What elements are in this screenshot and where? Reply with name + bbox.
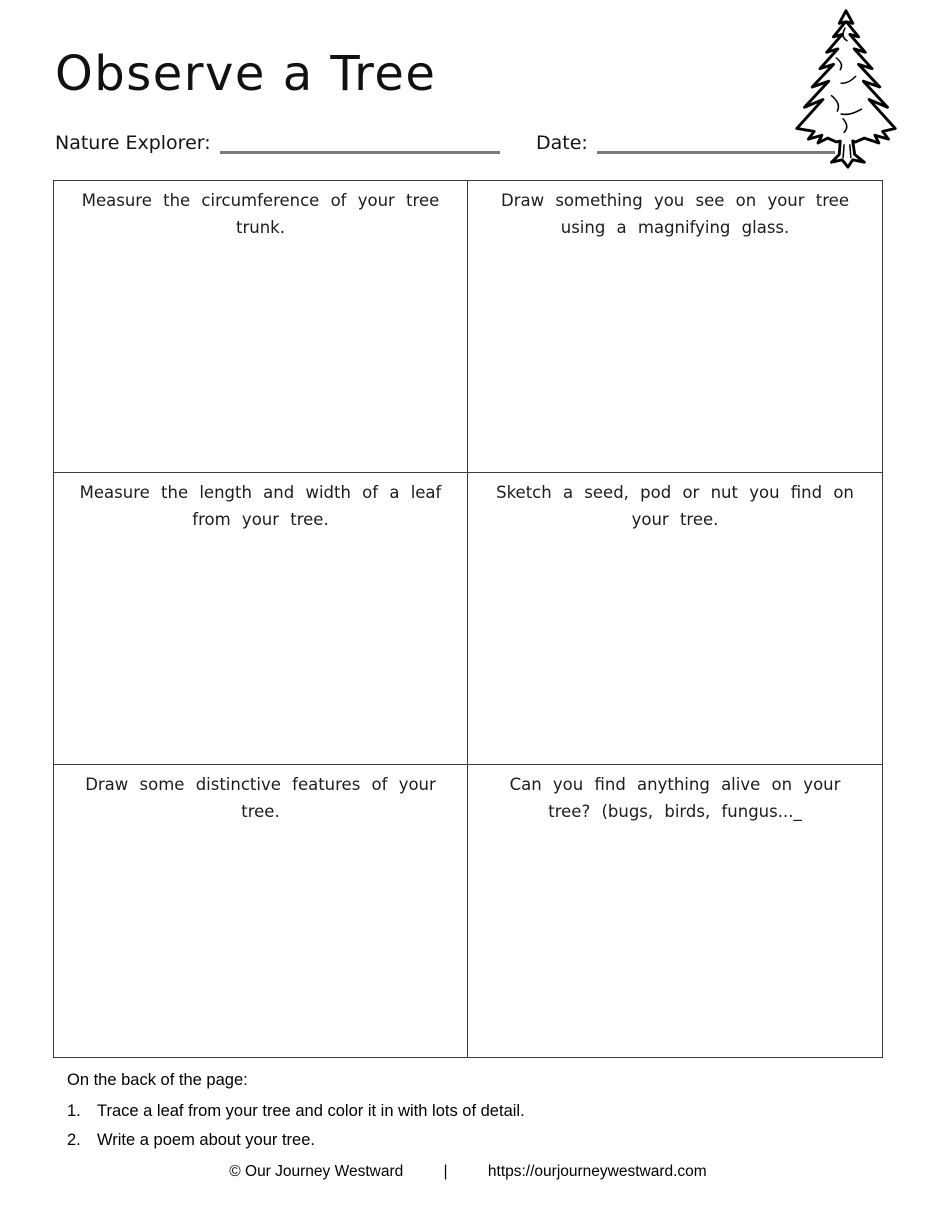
cell-prompt: Can you find anything alive on your tree? (bugs, birds, fungus..._ <box>509 775 841 821</box>
nature-explorer-field <box>55 128 500 154</box>
list-item-text: Trace a leaf from your tree and color it in with lots of detail. <box>97 1101 525 1120</box>
list-item <box>67 1131 827 1151</box>
back-of-page-heading: On the back of the page: <box>67 1071 248 1089</box>
nature-explorer-line <box>220 128 500 154</box>
cell-leaf-measure <box>54 473 468 765</box>
cell-magnifying-glass <box>468 181 882 473</box>
cell-prompt: Sketch a seed, pod or nut you find on your tree. <box>496 483 854 529</box>
list-item-text: Write a poem about your tree. <box>97 1130 315 1149</box>
footer-copyright: © Our Journey Westward <box>229 1163 404 1180</box>
cell-distinctive-features <box>54 765 468 1057</box>
cell-prompt: Draw some distinctive features of your tree. <box>85 775 436 821</box>
list-item-number: 2. <box>67 1130 81 1149</box>
observation-grid <box>53 180 883 1058</box>
cell-prompt: Draw something you see on your tree using a magnifying glass. <box>501 191 849 237</box>
page-title: Observe a Tree <box>55 46 437 102</box>
cell-alive-things <box>468 765 882 1057</box>
nature-explorer-label: Nature Explorer: <box>55 132 211 154</box>
footer <box>0 1163 936 1181</box>
cell-circumference <box>54 181 468 473</box>
footer-separator: | <box>443 1163 448 1180</box>
list-item-number: 1. <box>67 1101 81 1120</box>
cell-prompt: Measure the length and width of a leaf from your tree. <box>79 483 442 529</box>
pine-tree-icon <box>787 5 905 169</box>
list-item <box>67 1102 827 1122</box>
footer-url: https://ourjourneywestward.com <box>487 1163 707 1180</box>
cell-seed-sketch <box>468 473 882 765</box>
cell-prompt: Measure the circumference of your tree trunk. <box>81 191 440 237</box>
date-label: Date: <box>536 132 588 154</box>
back-of-page-section <box>67 1071 827 1159</box>
